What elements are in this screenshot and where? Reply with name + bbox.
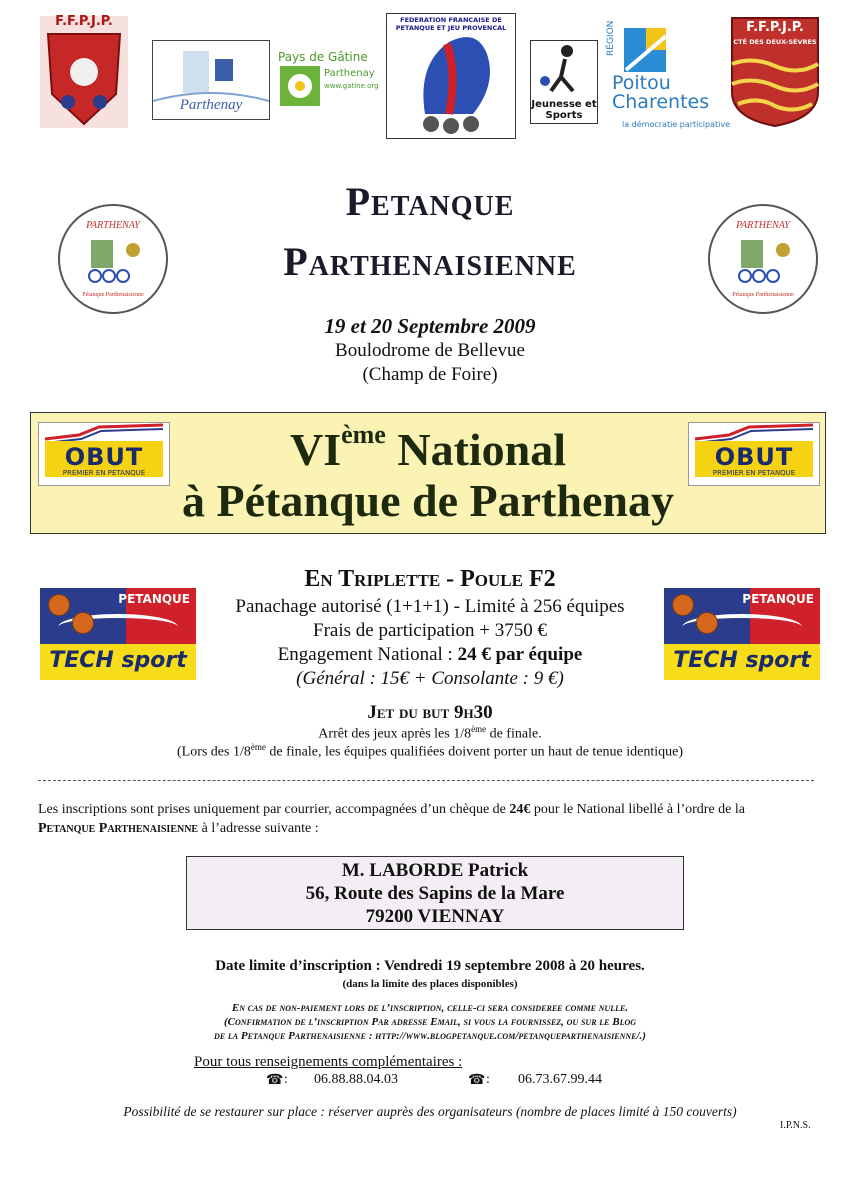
banner-line1: VIème National [289, 420, 567, 475]
club-logo-top: PARTHENAY [736, 220, 790, 231]
tech-brand-label: TECH sport [49, 648, 187, 673]
phone2-colon: : [486, 1072, 490, 1087]
region-sub: la démocratie participative [622, 120, 731, 129]
venue-line2: (Champ de Foire) [362, 364, 498, 385]
jeunesse-sports-logo [530, 40, 598, 124]
gatine-logo [278, 50, 379, 110]
notice-line2: (Confirmation de l’inscription Par adresse Email, si vous la fournissez, ou sur le Blog [223, 1016, 637, 1028]
frais-line: Frais de participation + 3750 € [313, 620, 547, 641]
phone1[interactable]: 06.88.88.04.03 [314, 1072, 398, 1087]
region-label: Poitou Charentes [612, 72, 710, 113]
lors-line: (Lors des 1/8ème de finale, les équipes qualifiées doivent porter un haut de tenue identique) [176, 742, 684, 760]
parthenay-logo [152, 40, 270, 120]
title-line1: Petanque [345, 179, 515, 224]
banner-line2: à Pétanque de Parthenay [182, 475, 674, 526]
notice-line3: de la Petanque Parthenaisienne : http://www.blogpetanque.com/petanqueparthenaisienne/.) [214, 1030, 646, 1042]
obut-label: OBUT [714, 443, 794, 471]
notice-line1: En cas de non-paiement lors de l’inscription, celle-ci sera consideree comme nulle. [231, 1002, 629, 1014]
repartition-line: (Général : 15€ + Consolante : 9 €) [296, 668, 564, 689]
tech-top-label: PETANQUE [118, 592, 190, 606]
gatine-sub: Parthenay [324, 68, 375, 79]
poitou-charentes-logo [606, 20, 731, 134]
obut-logo-right [688, 422, 820, 486]
obut-logo-left [38, 422, 170, 486]
tech-sport-logo-left [40, 588, 196, 680]
deadline: Date limite d’inscription : Vendredi 19 septembre 2008 à 20 heures. [215, 958, 645, 974]
event-date: 19 et 20 Septembre 2009 [324, 314, 536, 338]
obut-sub: PREMIER EN PETANQUE [62, 469, 146, 477]
region-word: RÉGION [606, 20, 616, 56]
obut-label: OBUT [64, 443, 144, 471]
daisy-icon [280, 66, 320, 106]
gatine-label: Pays de Gâtine [278, 50, 368, 64]
federation-label: FEDERATION FRANCAISE DE PETANQUE ET JEU PROVENCAL [395, 16, 507, 32]
ffpjp-79-logo [728, 14, 822, 128]
title-line2: Parthenaisienne [283, 239, 577, 284]
tech-sport-logo-right [664, 588, 820, 680]
contact-label: Pour tous renseignements complémentaires : [194, 1054, 463, 1070]
deadline-note: (dans la limite des places disponibles) [342, 978, 518, 990]
club-logo-bottom: Pétanque Parthenaisienne [732, 292, 794, 298]
arret-line: Arrêt des jeux après les 1/8ème de finale. [318, 724, 542, 742]
ffpjp79-sub: CTÉ DES DEUX-SÈVRES [733, 38, 817, 46]
phone1-colon: : [284, 1072, 288, 1087]
panachage-line: Panachage autorisé (1+1+1) - Limité à 256 équipes [235, 596, 625, 617]
ffpjp79-label: F.F.P.J.P. [746, 20, 804, 35]
engagement-line: Engagement National : 24 € par équipe [277, 644, 583, 665]
address-city: 79200 VIENNAY [365, 906, 505, 927]
tech-brand-label: TECH sport [673, 648, 811, 673]
address-name: M. LABORDE Patrick [341, 860, 529, 881]
phone2[interactable]: 06.73.67.99.44 [518, 1072, 602, 1087]
inscription-text: Les inscriptions sont prises uniquement par courrier, accompagnées d’un chèque de 24€ pour le National libellé à l’ordre de la Petanque Parthenaisienne à l’adresse suivante : [38, 802, 745, 836]
club-logo-top: PARTHENAY [86, 220, 140, 231]
ffpjp-label: F.F.P.J.P. [55, 14, 113, 29]
phone-icon: ☎ [468, 1073, 486, 1088]
jeunesse-label: Jeunesse et Sports [531, 99, 597, 121]
tech-top-label: PETANQUE [742, 592, 814, 606]
ffpjp-logo [38, 14, 130, 130]
ipns-label: I.P.N.S. [780, 1120, 811, 1131]
jet-du-but: Jet du but 9h30 [367, 702, 493, 723]
club-logo-right [708, 204, 818, 314]
phone-icon: ☎ [266, 1073, 284, 1088]
club-logo-bottom: Pétanque Parthenaisienne [82, 292, 144, 298]
parthenay-label: Parthenay [179, 97, 243, 113]
obut-sub: PREMIER EN PETANQUE [712, 469, 796, 477]
venue-line1: Boulodrome de Bellevue [335, 340, 525, 361]
federation-logo [386, 13, 516, 139]
gatine-url: www.gatine.org [324, 82, 379, 90]
restauration-note: Possibilité de se restaurer sur place : réserver auprès des organisateurs (nombre de places limité à 150 couverts) [123, 1104, 737, 1119]
dashed-divider [38, 780, 814, 781]
club-logo-left [58, 204, 168, 314]
address-street: 56, Route des Sapins de la Mare [305, 883, 565, 904]
format-title: En Triplette - Poule F2 [304, 566, 556, 592]
